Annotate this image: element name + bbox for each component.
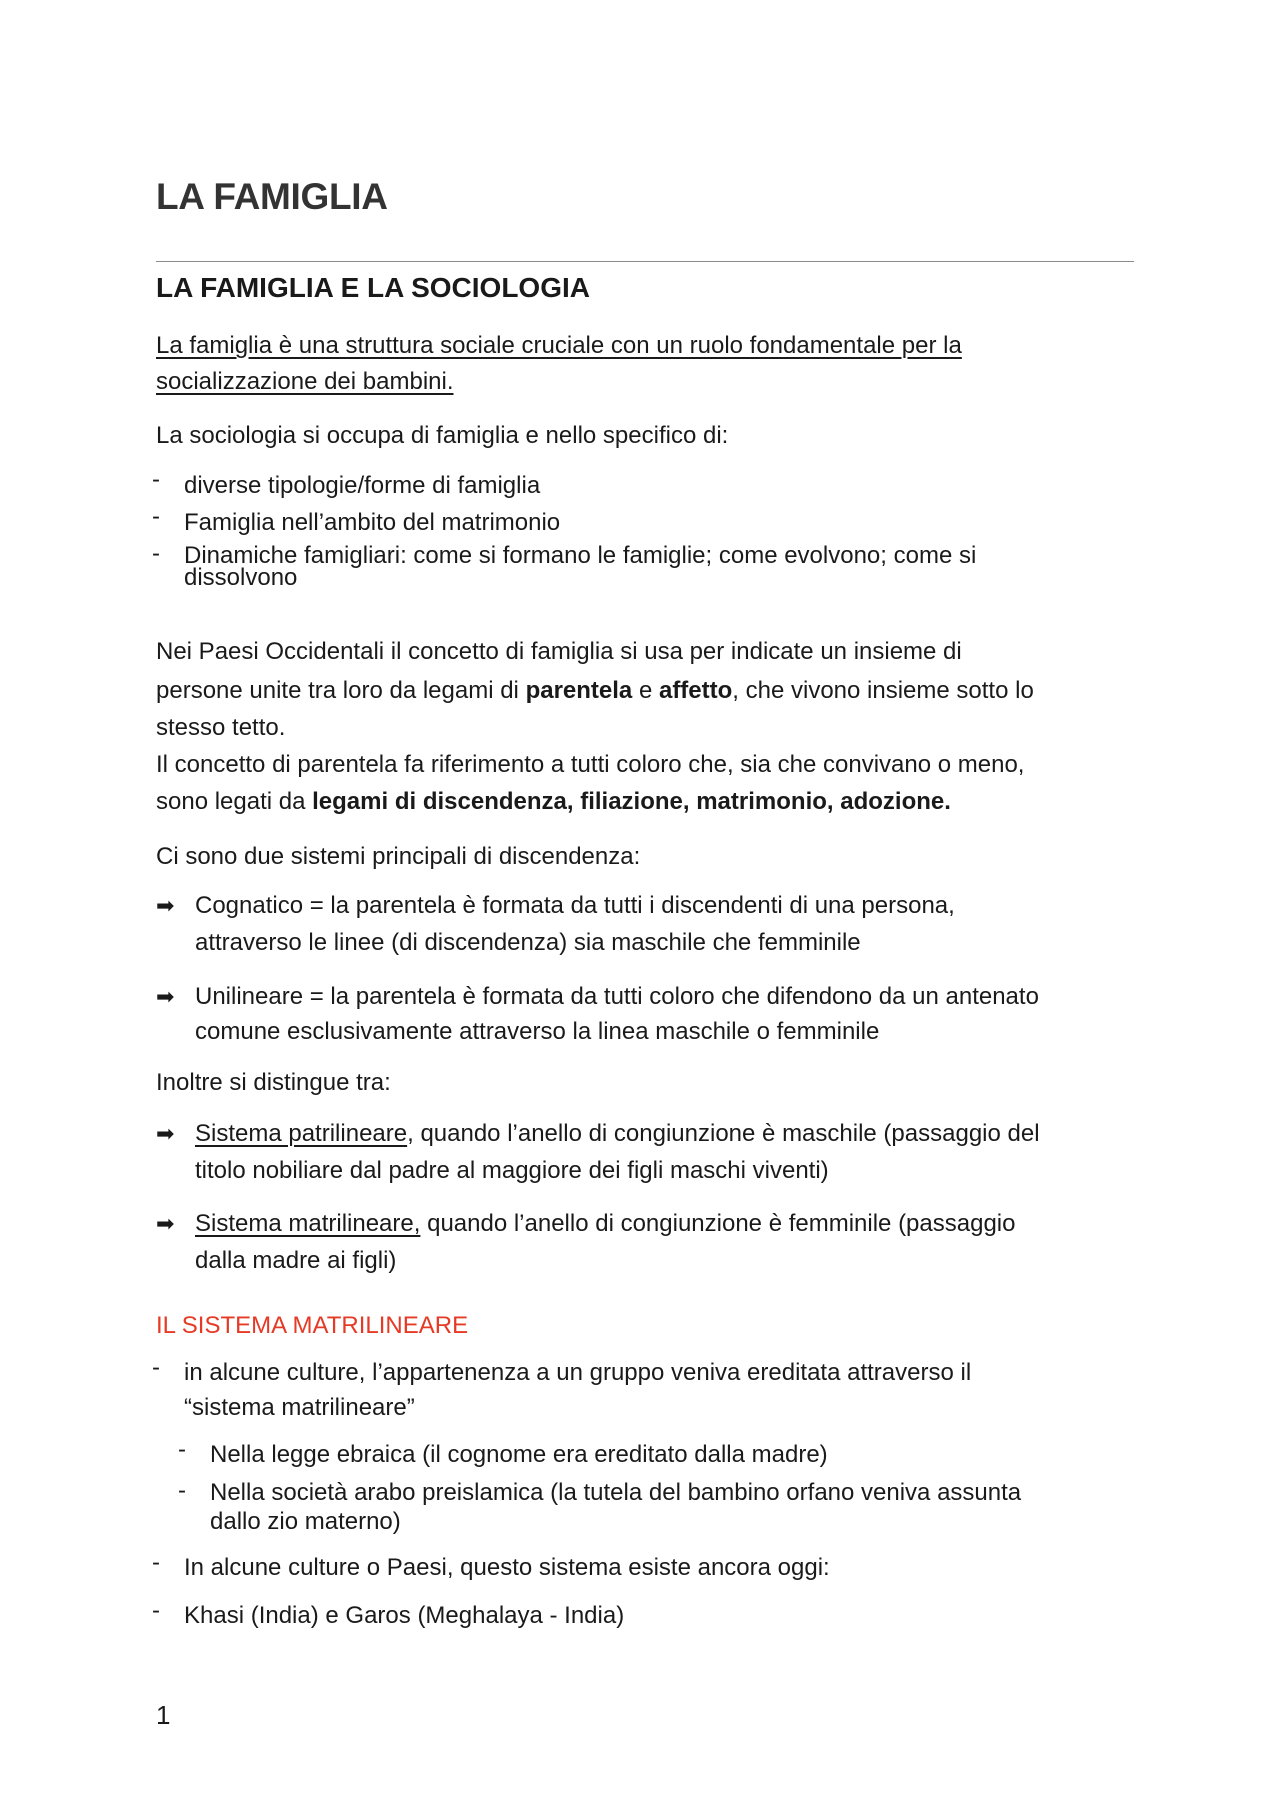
arrow-bullet-icon: ➡ <box>156 984 175 1009</box>
definition-line-3: stesso tetto. <box>156 714 286 741</box>
definition-line-2 <box>156 676 1034 706</box>
definition-text: persone unite tra loro da legami di <box>156 677 526 704</box>
dash-bullet: - <box>178 1436 186 1463</box>
sociology-intro: La sociologia si occupa di famiglia e nello specifico di: <box>156 422 729 449</box>
arrow-bullet-icon: ➡ <box>156 893 175 918</box>
definition-line-4: Il concetto di parentela fa riferimento a tutti coloro che, sia che convivano o meno, <box>156 751 1025 778</box>
section-heading: LA FAMIGLIA E LA SOCIOLOGIA <box>156 272 590 303</box>
definition-line-1: Nei Paesi Occidentali il concetto di famiglia si usa per indicate un insieme di <box>156 638 962 665</box>
title-divider <box>156 261 1134 262</box>
systems-intro: Ci sono due sistemi principali di discendenza: <box>156 843 641 870</box>
matri-item-3: Khasi (India) e Garos (Meghalaya - India) <box>184 1602 625 1629</box>
topic-item-3-line-1: Dinamiche famigliari: come si formano le famiglie; come evolvono; come si <box>184 542 977 569</box>
definition-text: sono legati da <box>156 788 313 815</box>
matri-sub-2-line-1: Nella società arabo preislamica (la tutela del bambino orfano veniva assunta <box>210 1479 1022 1506</box>
term-parentela: parentela <box>525 677 633 704</box>
definition-text: e <box>632 677 659 704</box>
matrilineal-section-heading: IL SISTEMA MATRILINEARE <box>156 1312 469 1339</box>
patrilineal-line-2: titolo nobiliare dal padre al maggiore dei figli maschi viventi) <box>195 1157 829 1184</box>
dash-bullet: - <box>152 1549 160 1576</box>
arrow-bullet-icon: ➡ <box>156 1211 175 1236</box>
topic-item-3-line-2: dissolvono <box>184 564 298 591</box>
matri-item-1-line-1: in alcune culture, l’appartenenza a un gruppo veniva ereditata attraverso il <box>184 1359 972 1386</box>
matrilineal-line-1 <box>195 1209 1015 1239</box>
arrow-bullet-icon: ➡ <box>156 1121 175 1146</box>
matrilineal-text: quando l’anello di congiunzione è femminile (passaggio <box>420 1210 1016 1237</box>
matri-item-2: In alcune culture o Paesi, questo sistema esiste ancora oggi: <box>184 1554 830 1581</box>
intro-line-2: socializzazione dei bambini. <box>156 368 454 395</box>
unilineal-line-2: comune esclusivamente attraverso la linea maschile o femminile <box>195 1018 880 1045</box>
matri-sub-1: Nella legge ebraica (il cognome era ereditato dalla madre) <box>210 1441 828 1468</box>
patrilineal-line-1 <box>195 1119 1040 1149</box>
definition-text: , che vivono insieme sotto lo <box>732 677 1034 704</box>
dash-bullet: - <box>152 540 160 567</box>
dash-bullet: - <box>178 1477 186 1504</box>
topic-item-2: Famiglia nell’ambito del matrimonio <box>184 509 561 536</box>
cognatic-line-2: attraverso le linee (di discendenza) sia maschile che femminile <box>195 929 861 956</box>
patrilineal-term: Sistema patrilineare <box>195 1120 408 1147</box>
dash-bullet: - <box>152 503 160 530</box>
kinship-bonds: legami di discendenza, filiazione, matrimonio, adozione. <box>312 788 951 815</box>
unilineal-line-1: Unilineare = la parentela è formata da tutti coloro che difendono da un antenato <box>195 983 1039 1010</box>
page-title: LA FAMIGLIA <box>156 176 388 217</box>
term-affetto: affetto <box>658 677 733 704</box>
dash-bullet: - <box>152 1597 160 1624</box>
distinguish-intro: Inoltre si distingue tra: <box>156 1069 391 1096</box>
topic-item-1: diverse tipologie/forme di famiglia <box>184 472 541 499</box>
patrilineal-text: , quando l’anello di congiunzione è maschile (passaggio del <box>407 1120 1040 1147</box>
matrilineal-line-2: dalla madre ai figli) <box>195 1247 397 1274</box>
intro-line-1: La famiglia è una struttura sociale cruciale con un ruolo fondamentale per la <box>156 332 962 359</box>
matri-sub-2-line-2: dallo zio materno) <box>210 1508 401 1535</box>
matri-item-1-line-2: “sistema matrilineare” <box>184 1394 415 1421</box>
matrilineal-term: Sistema matrilineare, <box>195 1210 421 1237</box>
page-number: 1 <box>156 1700 171 1730</box>
dash-bullet: - <box>152 466 160 493</box>
dash-bullet: - <box>152 1354 160 1381</box>
definition-line-5 <box>156 787 951 817</box>
cognatic-line-1: Cognatico = la parentela è formata da tutti i discendenti di una persona, <box>195 892 955 919</box>
